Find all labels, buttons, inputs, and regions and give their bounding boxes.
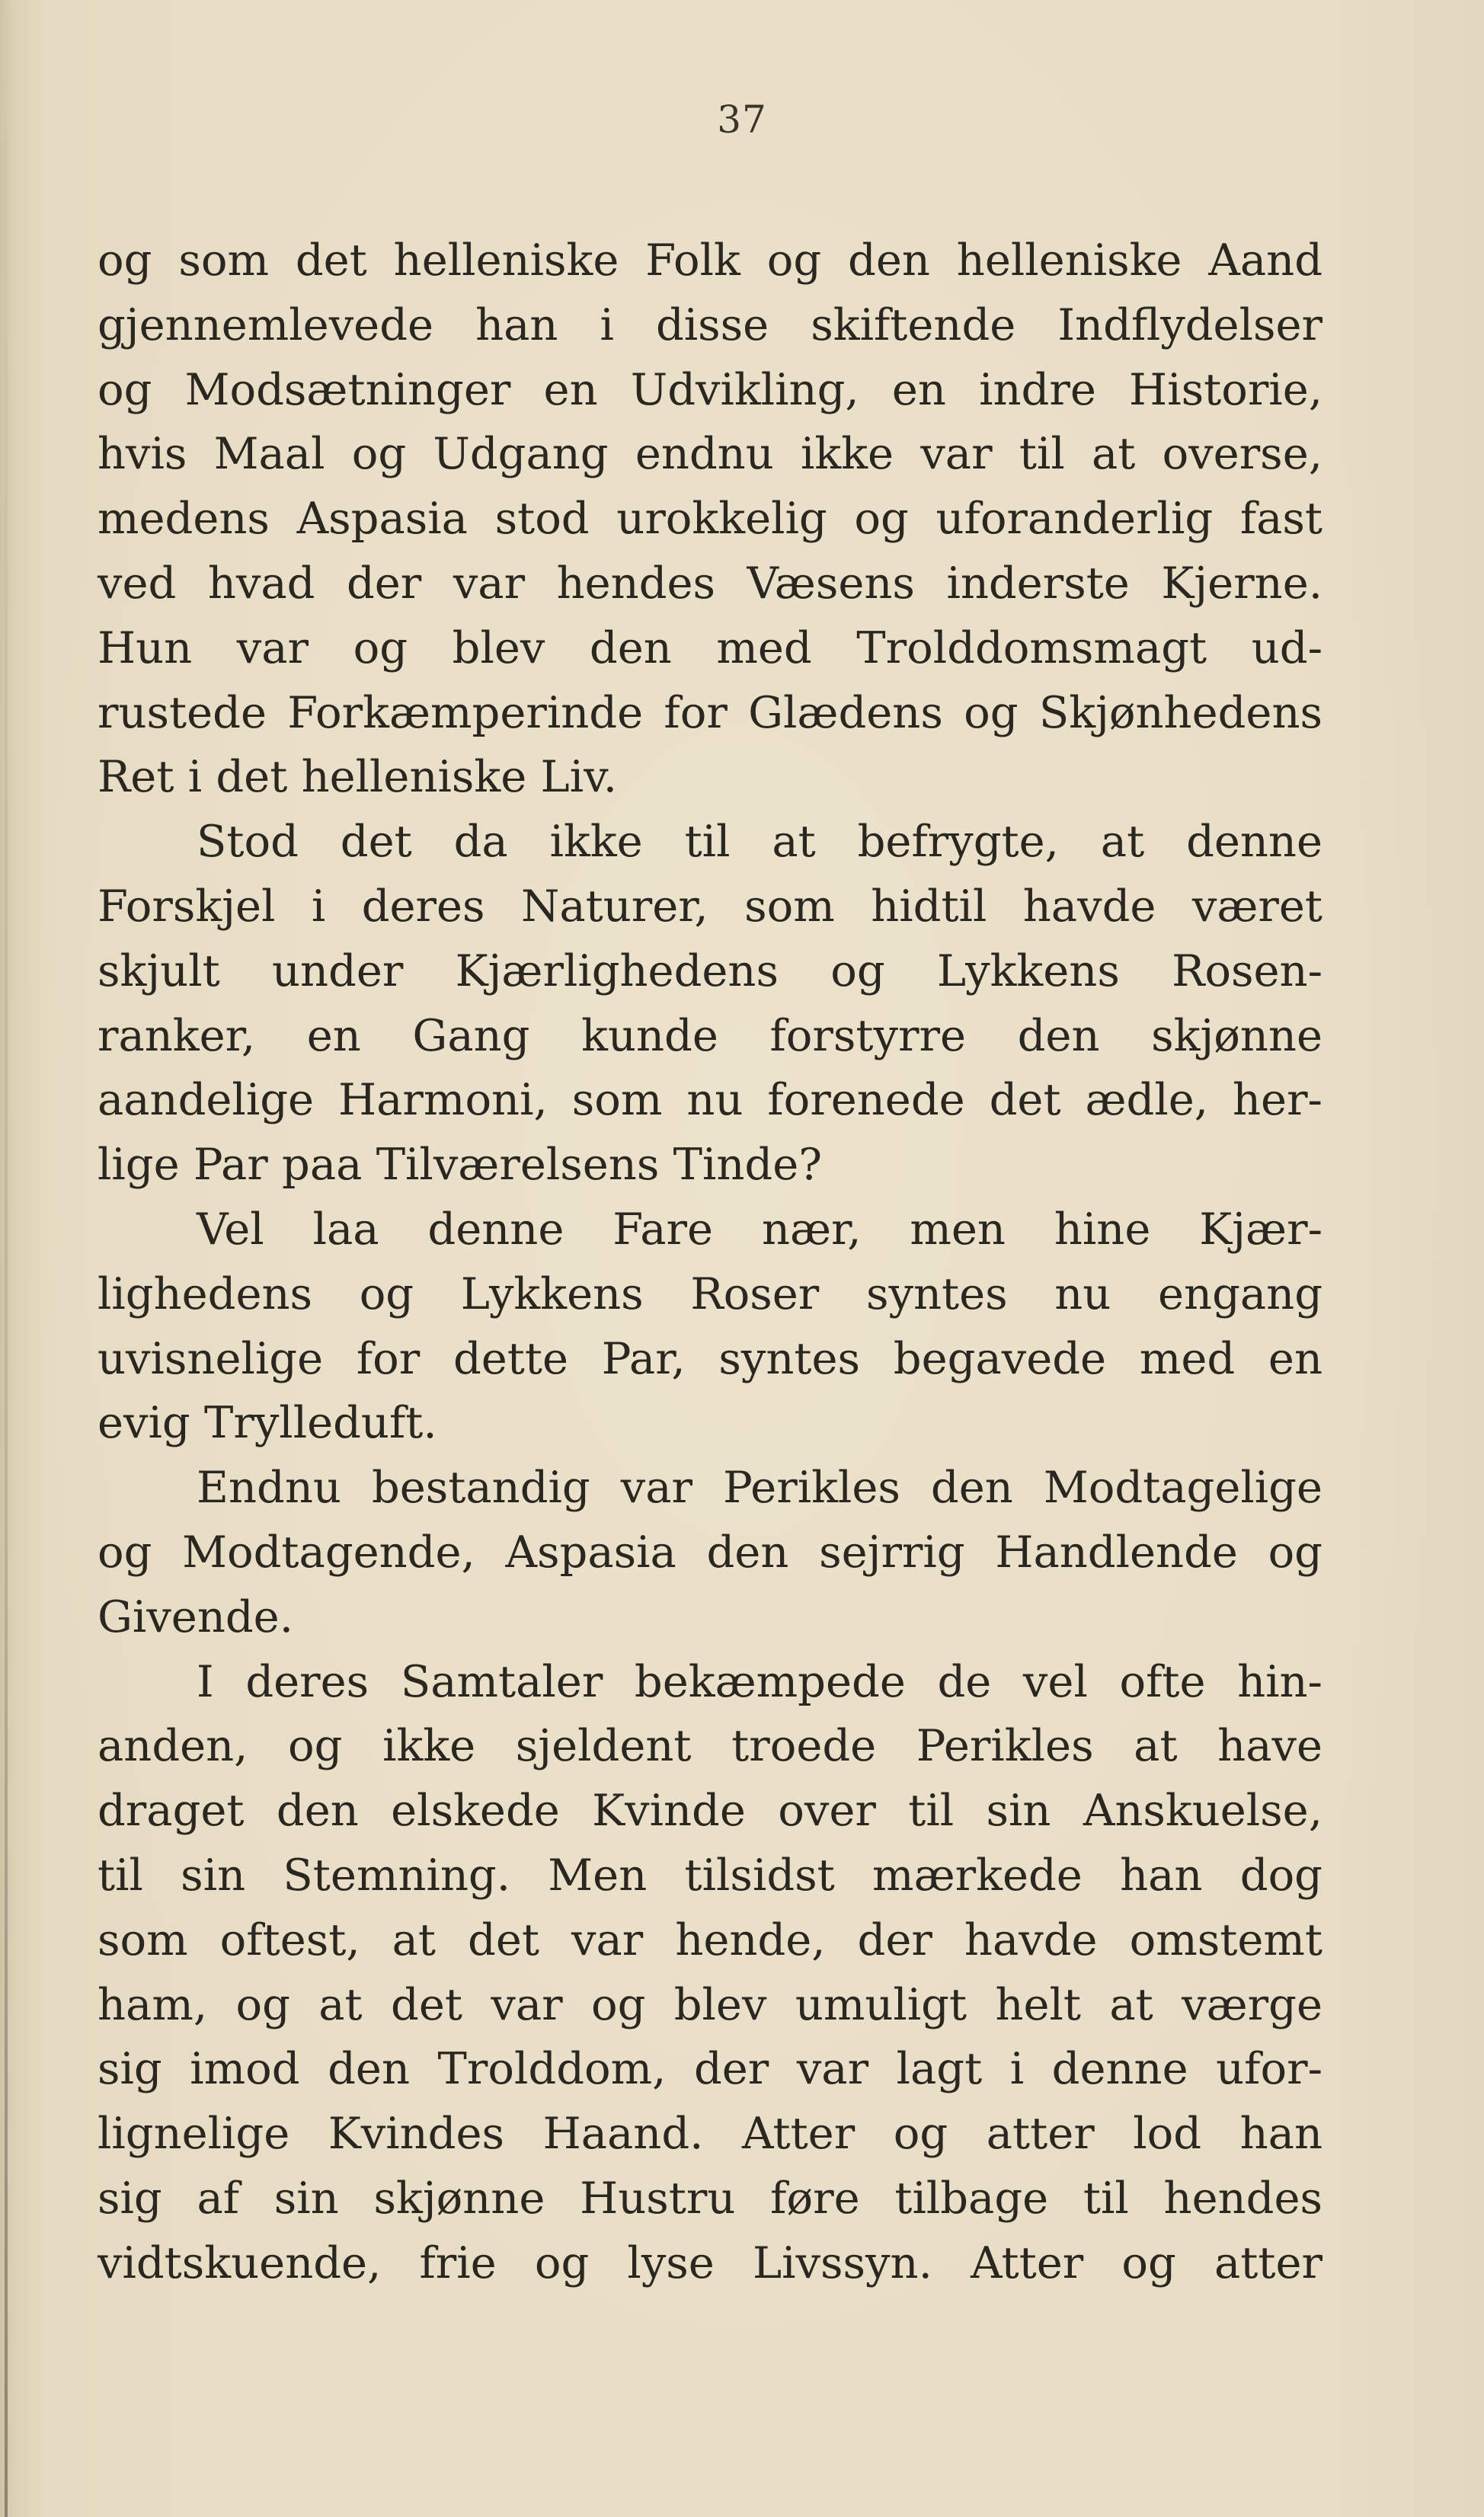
text-line: Vel laa denne Fare nær, men hine Kjær- (197, 1203, 1322, 1255)
text-line: anden, og ikke sjeldent troede Perikles at have (98, 1720, 1322, 1772)
body-text (98, 229, 1322, 2296)
page-edge-shadow (5, 0, 8, 2517)
text-line: hvis Maal og Udgang endnu ikke var til at overse, (98, 428, 1322, 480)
text-line: sig af sin skjønne Hustru føre tilbage til hendes (98, 2172, 1322, 2224)
text-line: lighedens og Lykkens Roser syntes nu engang (98, 1268, 1322, 1319)
text-line: Forskjel i deres Naturer, som hidtil havde været (98, 880, 1322, 932)
text-line: lige Par paa Tilværelsens Tinde? (98, 1139, 823, 1191)
text-line: og som det helleniske Folk og den helleniske Aand (98, 235, 1322, 286)
text-line: til sin Stemning. Men tilsidst mærkede han dog (98, 1849, 1322, 1901)
text-line: og Modsætninger en Udvikling, en indre Historie, (98, 363, 1322, 415)
text-line: Hun var og blev den med Trolddomsmagt ud- (98, 622, 1322, 673)
text-line: Ret i det helleniske Liv. (98, 751, 618, 803)
text-line: ved hvad der var hendes Væsens inderste Kjerne. (98, 557, 1322, 609)
text-line: evig Trylleduft. (98, 1397, 437, 1449)
text-line: skjult under Kjærlighedens og Lykkens Rosen- (98, 945, 1322, 996)
text-line: og Modtagende, Aspasia den sejrrig Handlende og (98, 1526, 1322, 1578)
text-line: sig imod den Trolddom, der var lagt i denne ufor- (98, 2043, 1322, 2095)
text-line: rustede Forkæmperinde for Glædens og Skjønhedens (98, 686, 1322, 738)
text-line: Endnu bestandig var Perikles den Modtagelige (197, 1462, 1322, 1514)
text-line: ranker, en Gang kunde forstyrre den skjønne (98, 1009, 1322, 1061)
page-number: 37 (717, 98, 767, 142)
text-line: lignelige Kvindes Haand. Atter og atter lod han (98, 2108, 1322, 2160)
text-line: uvisnelige for dette Par, syntes begavede med en (98, 1332, 1322, 1384)
text-line: medens Aspasia stod urokkelig og uforanderlig fast (98, 493, 1322, 545)
text-line: gjennemlevede han i disse skiftende Indflydelser (98, 299, 1322, 350)
text-line: draget den elskede Kvinde over til sin Anskuelse, (98, 1785, 1322, 1837)
text-line: vidtskuende, frie og lyse Livssyn. Atter og atter (98, 2237, 1322, 2288)
text-line: Givende. (98, 1591, 293, 1642)
text-line: aandelige Harmoni, som nu forenede det ædle, her- (98, 1074, 1322, 1126)
text-line: som oftest, at det var hende, der havde omstemt (98, 1914, 1322, 1965)
text-line: Stod det da ikke til at befrygte, at denne (197, 816, 1322, 868)
text-line: I deres Samtaler bekæmpede de vel ofte hin- (197, 1655, 1322, 1707)
text-line: ham, og at det var og blev umuligt helt at værge (98, 1978, 1322, 2030)
